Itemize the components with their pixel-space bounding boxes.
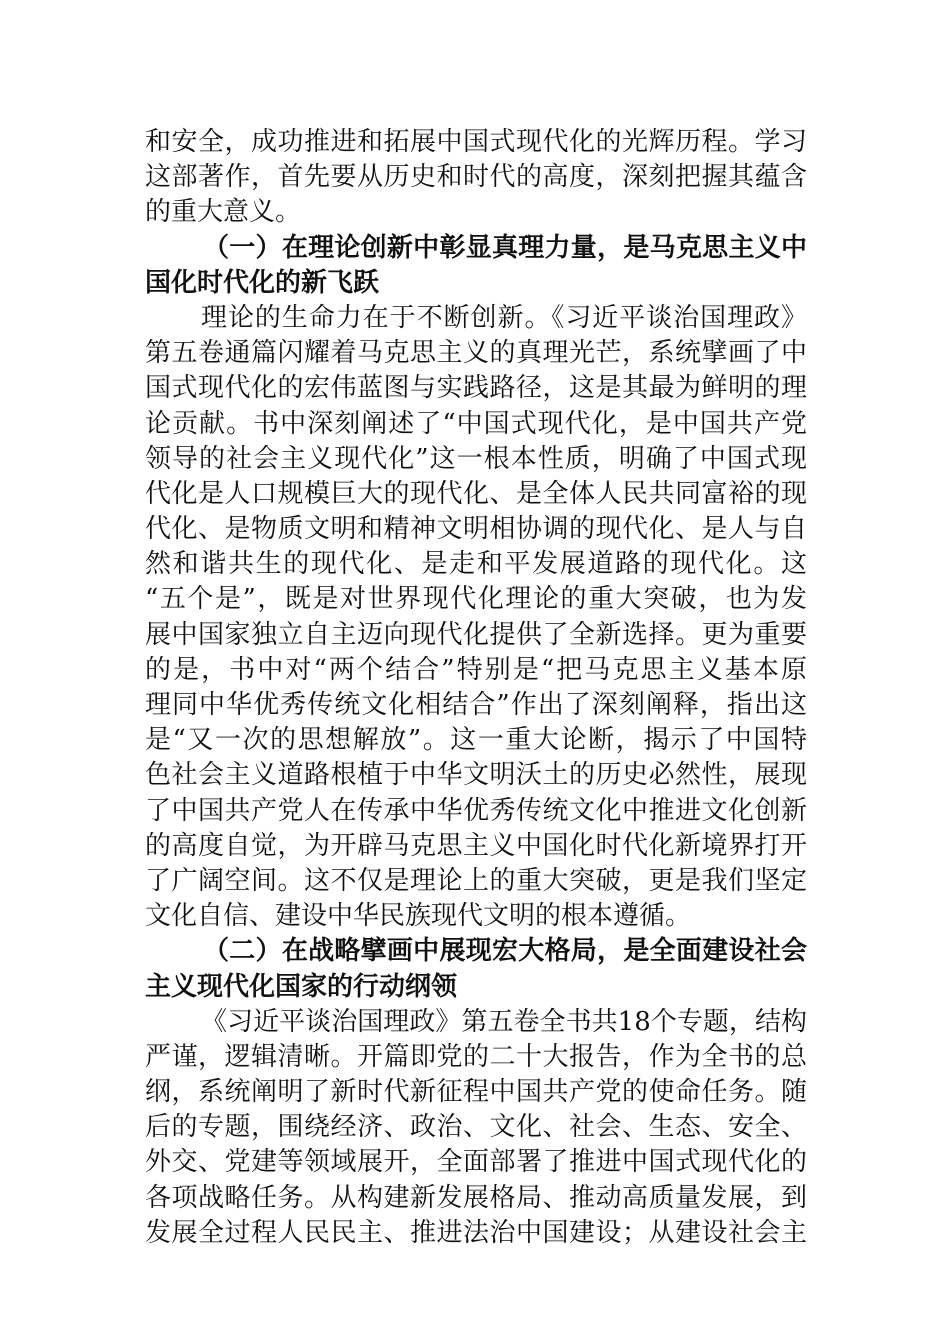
text-line: 后的专题，围绕经济、政治、文化、社会、生态、安全、	[145, 1112, 807, 1143]
section-heading	[145, 231, 807, 301]
text-line: 展中国家独立自主迈向现代化提供了全新选择。更为重要	[145, 619, 807, 650]
text-line: 国化时代化的新飞跃	[145, 267, 380, 298]
text-line: 发展全过程人民民主、推进法治中国建设；从建设社会主	[145, 1217, 807, 1248]
text-line: 第五卷通篇闪耀着马克思主义的真理光芒，系统擘画了中	[145, 338, 807, 369]
document-body	[145, 125, 807, 1251]
paragraph	[145, 301, 807, 934]
text-line: 领导的社会主义现代化”这一根本性质，明确了中国式现	[145, 443, 807, 474]
text-line: 严谨，逻辑清晰。开篇即党的二十大报告，作为全书的总	[145, 1041, 807, 1072]
text-line: （一）在理论创新中彰显真理力量，是马克思主义中	[203, 232, 807, 263]
text-line: 色社会主义道路根植于中华文明沃土的历史必然性，展现	[145, 760, 807, 791]
section-heading	[145, 934, 807, 1004]
text-line: 和安全，成功推进和拓展中国式现代化的光辉历程。学习	[145, 127, 807, 157]
text-line: 的是，书中对“两个结合”特别是“把马克思主义基本原	[145, 654, 807, 685]
paragraph	[145, 1005, 807, 1251]
paragraph	[145, 125, 807, 231]
text-line: 主义现代化国家的行动纲领	[145, 971, 458, 1002]
text-line: 了中国共产党人在传承中华优秀传统文化中推进文化创新	[145, 795, 807, 826]
text-line: 是“又一次的思想解放”。这一重大论断，揭示了中国特	[145, 725, 807, 756]
text-line: 论贡献。书中深刻阐述了“中国式现代化，是中国共产党	[145, 408, 807, 439]
text-line: 代化是人口规模巨大的现代化、是全体人民共同富裕的现	[145, 478, 807, 509]
text-line: 各项战略任务。从构建新发展格局、推动高质量发展，到	[145, 1182, 807, 1213]
text-line: 纲，系统阐明了新时代新征程中国共产党的使命任务。随	[145, 1077, 807, 1108]
text-line: 的高度自觉，为开辟马克思主义中国化时代化新境界打开	[145, 830, 807, 861]
text-line: “五个是”，既是对世界现代化理论的重大突破，也为发	[145, 584, 807, 615]
text-line: 理同中华优秀传统文化相结合”作出了深刻阐释，指出这	[145, 690, 807, 720]
text-line: 文化自信、建设中华民族现代文明的根本遵循。	[145, 901, 692, 932]
text-line: （二）在战略擘画中展现宏大格局，是全面建设社会	[203, 936, 807, 967]
text-line: 理论的生命力在于不断创新。《习近平谈治国理政》	[201, 302, 807, 333]
text-line: 的重大意义。	[145, 197, 302, 228]
text-line: 《习近平谈治国理政》第五卷全书共18个专题，结构	[201, 1006, 807, 1037]
text-line: 国式现代化的宏伟蓝图与实践路径，这是其最为鲜明的理	[145, 373, 807, 404]
text-line: 了广阔空间。这不仅是理论上的重大突破，更是我们坚定	[145, 865, 807, 896]
text-line: 代化、是物质文明和精神文明相协调的现代化、是人与自	[145, 514, 807, 545]
text-line: 外交、党建等领域展开，全面部署了推进中国式现代化的	[145, 1147, 807, 1178]
text-line: 这部著作，首先要从历史和时代的高度，深刻把握其蕴含	[145, 162, 807, 193]
text-line: 然和谐共生的现代化、是走和平发展道路的现代化。这	[145, 549, 807, 580]
